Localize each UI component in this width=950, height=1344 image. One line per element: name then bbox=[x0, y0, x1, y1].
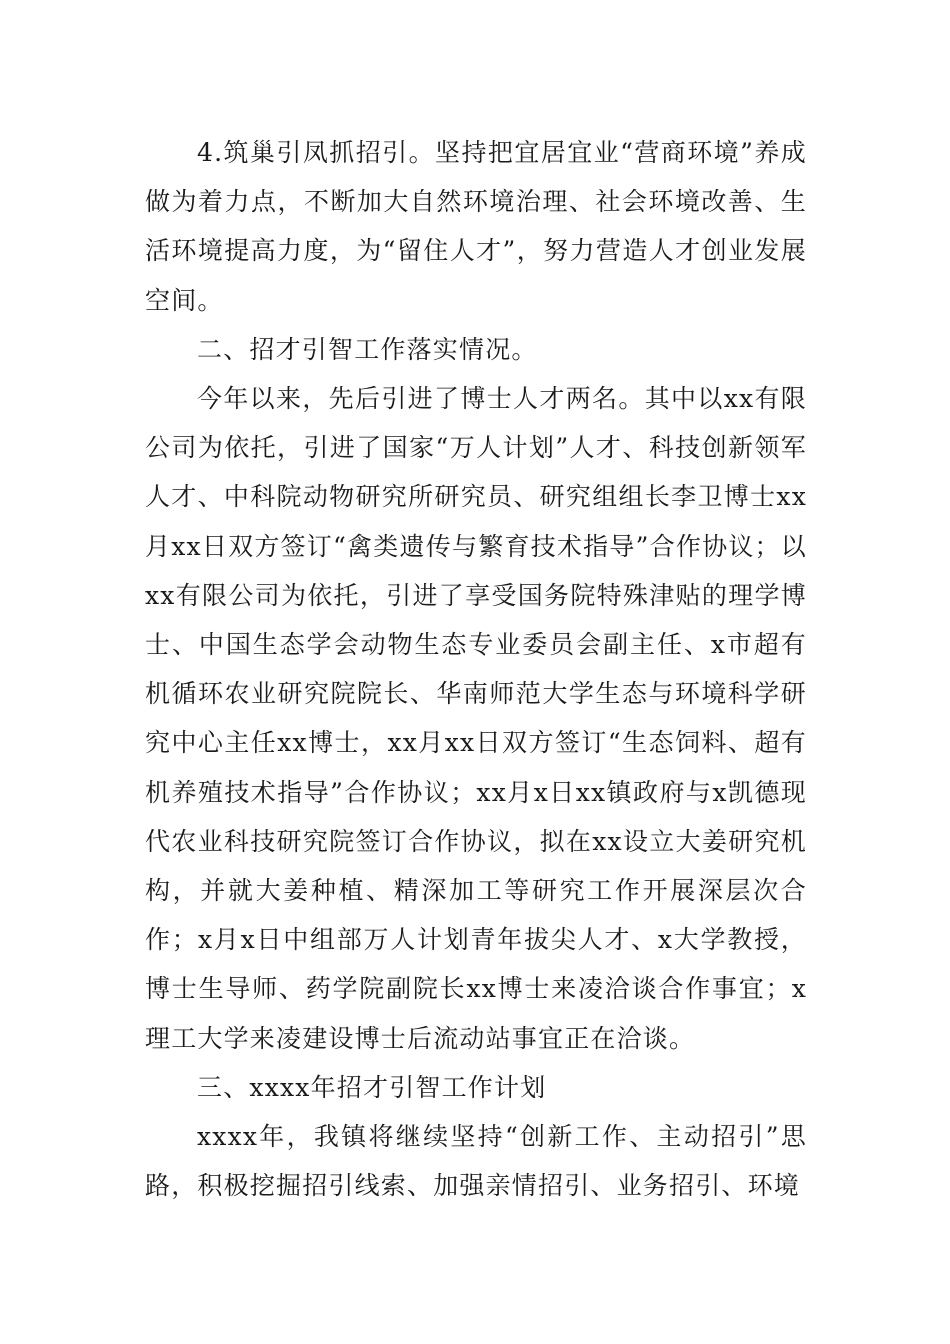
section-heading-work-plan: 三、xxxx年招才引智工作计划 bbox=[197, 1072, 547, 1102]
document-body bbox=[145, 128, 807, 1210]
paragraph-talent-environment: 4.筑巢引凤抓招引。坚持把宜居宜业“营商环境”养成做为着力点，不断加大自然环境治理、社会环境改善、生活环境提高力度，为“留住人才”，努力营造人才创业发展空间。 bbox=[145, 138, 807, 315]
paragraph-work-plan: xxxx年，我镇将继续坚持“创新工作、主动招引”思路，积极挖掘招引线索、加强亲情招引、业务招引、环境 bbox=[145, 1122, 807, 1201]
paragraph-implementation-details: 今年以来，先后引进了博士人才两名。其中以xx有限公司为依托，引进了国家“万人计划”人才、科技创新领军人才、中科院动物研究所研究员、研究组组长李卫博士xx月xx日双方签订“禽类遗传与繁育技术指导”合作协议；以xx有限公司为依托，引进了享受国务院特殊津贴的理学博士、中国生态学会动物生态专业委员会副主任、x市超有机循环农业研究院院长、华南师范大学生态与环境科学研究中心主任xx博士，xx月xx日双方签订“生态饲料、超有机养殖技术指导”合作协议；xx月x日xx镇政府与x凯德现代农业科技研究院签订合作协议，拟在xx设立大姜研究机构，并就大姜种植、精深加工等研究工作开展深层次合作；x月x日中组部万人计划青年拔尖人才、x大学教授，博士生导师、药学院副院长xx博士来凌洽谈合作事宜；x理工大学来凌建设博士后流动站事宜正在洽谈。 bbox=[145, 384, 807, 1053]
section-heading-implementation: 二、招才引智工作落实情况。 bbox=[197, 334, 538, 364]
